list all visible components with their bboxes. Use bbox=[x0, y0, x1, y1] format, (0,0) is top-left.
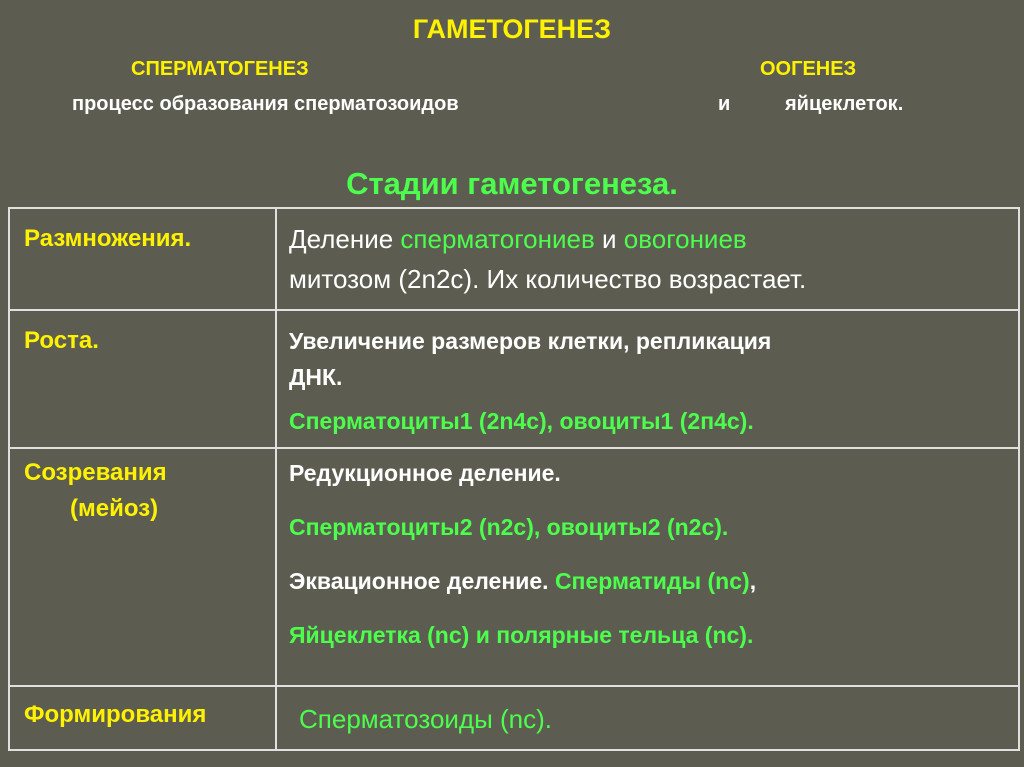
stage-maturation: Созревания bbox=[24, 459, 167, 486]
stages-table bbox=[8, 207, 1020, 751]
description-cell bbox=[276, 686, 1019, 750]
table-row bbox=[9, 448, 1019, 686]
text-fragment: , bbox=[749, 568, 757, 594]
description-line: Сперматоциты1 (2n4c), овоциты1 (2п4с). bbox=[289, 408, 754, 434]
oogenesis-heading: ООГЕНЕЗ bbox=[760, 58, 857, 80]
description-cell bbox=[276, 448, 1019, 686]
stage-formation: Формирования bbox=[24, 701, 207, 728]
description-line: Яйцеклетка (nc) и полярные тельца (nc). bbox=[289, 622, 754, 648]
and-word: и bbox=[718, 93, 731, 115]
description-line: Сперматозоиды (nc). bbox=[299, 704, 553, 734]
description-line: Редукционное деление. bbox=[289, 460, 561, 486]
description-cell bbox=[276, 310, 1019, 448]
section-title: Стадии гаметогенеза. bbox=[346, 166, 678, 201]
description-line: Увеличение размеров клетки, репликация bbox=[289, 328, 772, 354]
stage-reproduction: Размножения. bbox=[24, 225, 192, 252]
spermatogenesis-heading: СПЕРМАТОГЕНЕЗ bbox=[131, 58, 309, 80]
table-row bbox=[9, 310, 1019, 448]
stage-growth: Роста. bbox=[24, 327, 99, 354]
description-line bbox=[289, 219, 1008, 259]
oogonia-term: овогониев bbox=[623, 224, 747, 254]
description-line bbox=[289, 563, 1008, 599]
text-fragment: Деление bbox=[289, 224, 401, 254]
stage-cell bbox=[9, 686, 276, 750]
description-cell bbox=[276, 208, 1019, 310]
spermatids-term: Сперматиды (nc) bbox=[554, 568, 750, 594]
slide-title: ГАМЕТОГЕНЕЗ bbox=[412, 14, 612, 44]
text-fragment: и bbox=[594, 224, 624, 254]
description-line: митозом (2n2c). Их количество возрастает. bbox=[289, 264, 807, 294]
table-row bbox=[9, 208, 1019, 310]
table-row bbox=[9, 686, 1019, 750]
description-line: ДНК. bbox=[289, 364, 343, 390]
text-fragment: Эквационное деление. bbox=[289, 568, 555, 594]
eggs-word: яйцеклеток. bbox=[785, 93, 904, 115]
stage-cell bbox=[9, 310, 276, 448]
stage-cell bbox=[9, 208, 276, 310]
process-text: процесс образования сперматозоидов bbox=[72, 93, 459, 115]
stage-cell bbox=[9, 448, 276, 686]
description-line: Сперматоциты2 (n2c), овоциты2 (n2c). bbox=[289, 514, 729, 540]
stage-maturation-meiosis: (мейоз) bbox=[70, 495, 159, 522]
spermatogonia-term: сперматогониев bbox=[400, 224, 595, 254]
